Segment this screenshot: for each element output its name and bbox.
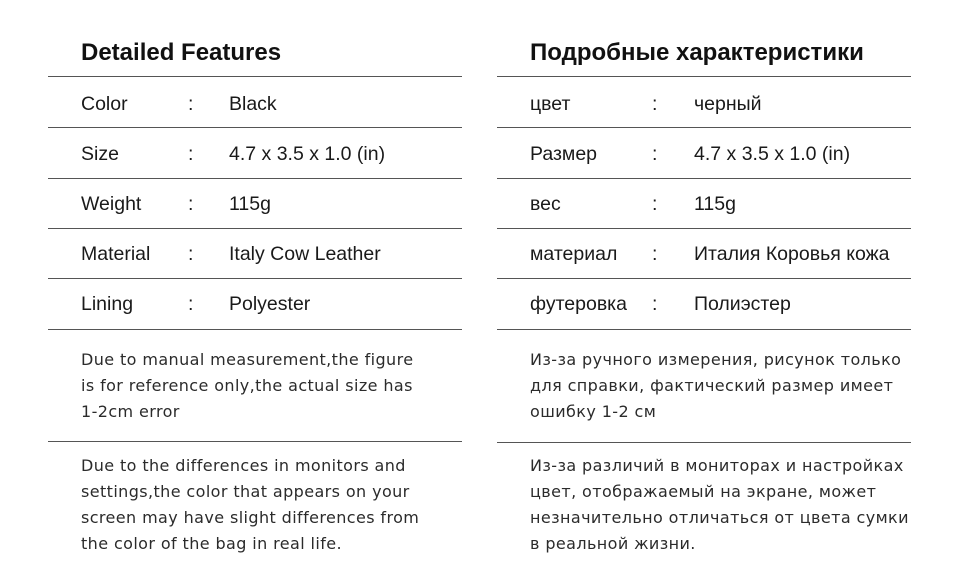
spec-row-weight bbox=[497, 179, 911, 229]
divider bbox=[48, 76, 462, 77]
spec-colon: : bbox=[652, 243, 658, 265]
spec-label: футеровка bbox=[530, 293, 627, 315]
divider bbox=[497, 76, 911, 77]
spec-colon: : bbox=[652, 93, 658, 115]
divider bbox=[48, 329, 462, 330]
note-line: the color of the bag in real life. bbox=[81, 534, 343, 553]
spec-value: Полиэстер bbox=[694, 293, 791, 315]
spec-label: Material bbox=[81, 243, 151, 265]
spec-value: 115g bbox=[694, 193, 736, 215]
note-line: в реальной жизни. bbox=[530, 534, 696, 553]
spec-value: Италия Коровья кожа bbox=[694, 243, 890, 265]
spec-colon: : bbox=[652, 193, 658, 215]
spec-row-size bbox=[48, 129, 462, 179]
spec-colon: : bbox=[188, 193, 194, 215]
spec-row-color bbox=[48, 79, 462, 129]
spec-row-lining bbox=[497, 279, 911, 329]
spec-colon: : bbox=[188, 243, 194, 265]
divider bbox=[48, 127, 462, 128]
note-line: Due to the differences in monitors and bbox=[81, 456, 406, 475]
spec-label: Размер bbox=[530, 143, 598, 165]
spec-row-lining bbox=[48, 279, 462, 329]
note-line: Due to manual measurement,the figure bbox=[81, 350, 414, 369]
spec-row-color bbox=[497, 79, 911, 129]
spec-value: 115g bbox=[229, 193, 271, 215]
spec-value: 4.7 x 3.5 x 1.0 (in) bbox=[694, 143, 851, 165]
note-line: ошибку 1-2 см bbox=[530, 402, 657, 421]
spec-label: Color bbox=[81, 93, 128, 115]
divider bbox=[497, 329, 911, 330]
spec-row-weight bbox=[48, 179, 462, 229]
spec-label: Lining bbox=[81, 293, 134, 315]
spec-colon: : bbox=[652, 293, 658, 315]
spec-label: вес bbox=[530, 193, 561, 215]
note-line: для справки, фактический размер имеет bbox=[530, 376, 894, 395]
spec-label: цвет bbox=[530, 93, 571, 115]
spec-row-material bbox=[497, 229, 911, 279]
divider bbox=[48, 441, 462, 442]
spec-colon: : bbox=[188, 143, 194, 165]
note-line: 1-2cm error bbox=[81, 402, 180, 421]
features-panel-en bbox=[48, 0, 462, 575]
divider bbox=[497, 442, 911, 443]
spec-label: Weight bbox=[81, 193, 142, 215]
spec-colon: : bbox=[188, 293, 194, 315]
spec-row-material bbox=[48, 229, 462, 279]
panel-title: Подробные характеристики bbox=[530, 39, 864, 66]
note-line: is for reference only,the actual size has bbox=[81, 376, 413, 395]
note-line: цвет, отображаемый на экране, может bbox=[530, 482, 877, 501]
spec-value: черный bbox=[694, 93, 762, 115]
divider bbox=[497, 127, 911, 128]
spec-row-size bbox=[497, 129, 911, 179]
note-line: Из-за ручного измерения, рисунок только bbox=[530, 350, 902, 369]
note-line: незначительно отличаться от цвета сумки bbox=[530, 508, 909, 527]
panel-title: Detailed Features bbox=[81, 39, 282, 66]
spec-value: Black bbox=[229, 93, 277, 115]
features-panel-ru bbox=[497, 0, 911, 575]
spec-label: Size bbox=[81, 143, 119, 165]
note-line: settings,the color that appears on your bbox=[81, 482, 410, 501]
spec-value: Italy Cow Leather bbox=[229, 243, 381, 265]
spec-value: Polyester bbox=[229, 293, 311, 315]
note-line: screen may have slight differences from bbox=[81, 508, 420, 527]
spec-colon: : bbox=[188, 93, 194, 115]
note-line: Из-за различий в мониторах и настройках bbox=[530, 456, 904, 475]
spec-colon: : bbox=[652, 143, 658, 165]
spec-value: 4.7 x 3.5 x 1.0 (in) bbox=[229, 143, 386, 165]
spec-label: материал bbox=[530, 243, 618, 265]
